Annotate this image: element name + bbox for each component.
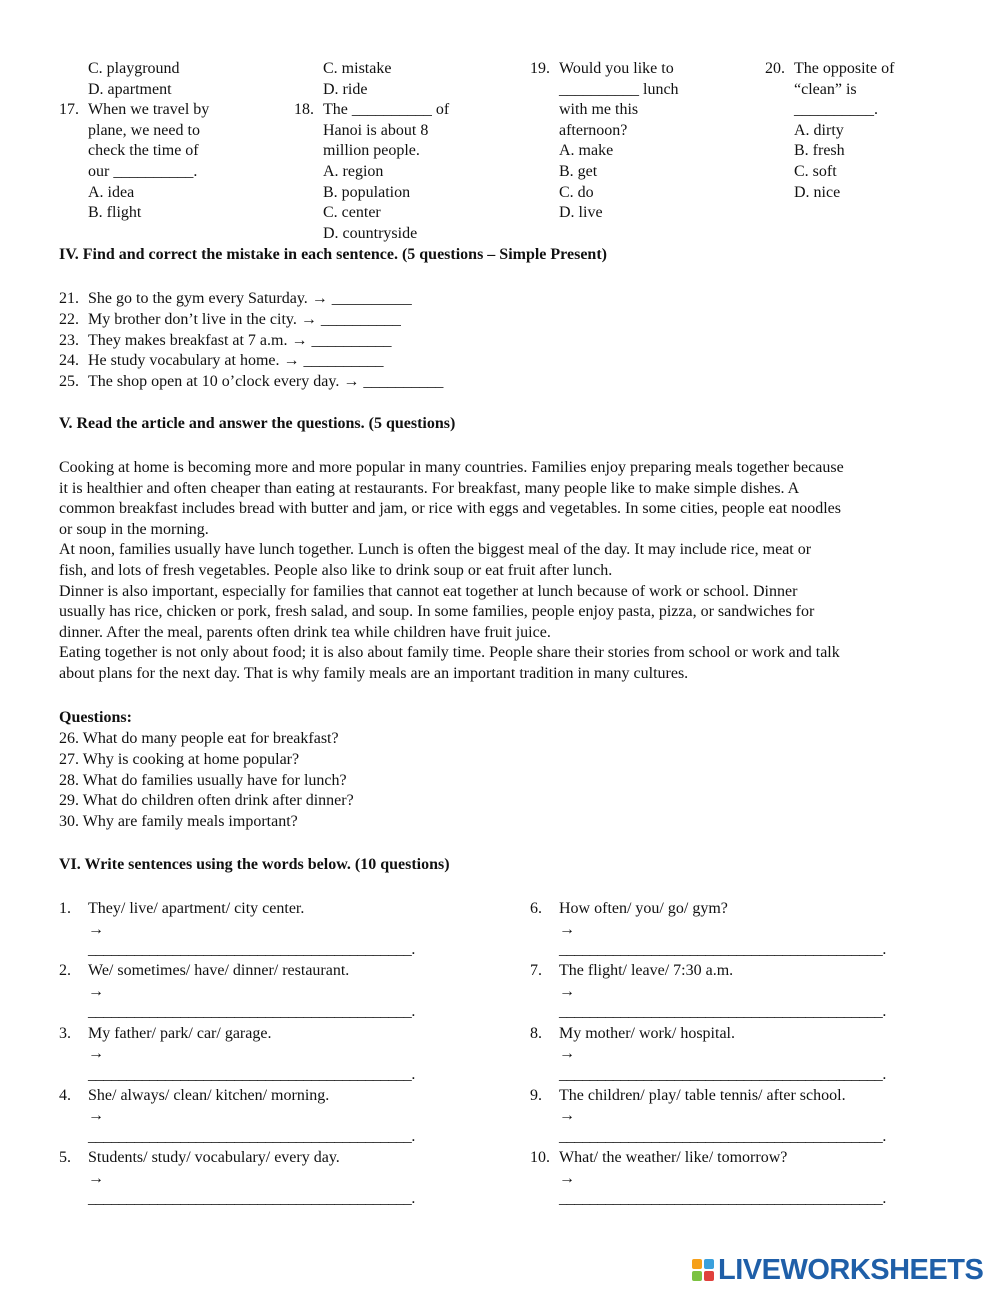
article-line: about plans for the next day. That is why family meals are an important tradition in many cultures. (59, 664, 689, 682)
article-line: Dinner is also important, especially for families that cannot eat together at lunch because of work or school. Dinner (59, 582, 798, 600)
mcq-line (59, 203, 269, 224)
item-number: 5. (59, 1149, 71, 1167)
question-number: 19. (530, 60, 550, 77)
mcq-line (294, 224, 504, 245)
logo-text: LIVEWORKSHEETS (718, 1253, 984, 1286)
mcq-line (765, 100, 975, 121)
item-number: 21. (59, 290, 79, 307)
mcq-line (765, 183, 975, 204)
reading-question: 26. What do many people eat for breakfast? (59, 730, 339, 747)
correction-sentence: My brother don’t live in the city. → __________ (88, 310, 401, 328)
answer-blank[interactable]: __________________________________________. (88, 1127, 416, 1145)
mcq-column-3 (530, 59, 740, 224)
mcq-text: C. soft (794, 162, 837, 180)
section-4-heading: IV. Find and correct the mistake in each sentence. (5 questions – Simple Present) (59, 246, 607, 263)
mcq-line (530, 162, 740, 183)
mcq-column-2 (294, 59, 504, 244)
logo-mark-icon (692, 1259, 714, 1281)
article-line: At noon, families usually have lunch together. Lunch is often the biggest meal of the day. It may include rice, meat or (59, 541, 812, 559)
word-prompt: The children/ play/ table tennis/ after school. (559, 1086, 846, 1104)
mcq-text: C. do (559, 183, 594, 201)
logo-tile (704, 1259, 714, 1269)
word-prompt: Students/ study/ vocabulary/ every day. (88, 1149, 340, 1167)
arrow-icon: → (559, 1107, 575, 1125)
section-5-heading: V. Read the article and answer the questions. (5 questions) (59, 415, 456, 432)
mcq-line (530, 141, 740, 162)
article-line: Eating together is not only about food; it is also about family time. People share their stories from school or work and talk (59, 644, 840, 662)
correction-sentence: She go to the gym every Saturday. → __________ (88, 290, 412, 307)
word-prompt: My father/ park/ car/ garage. (88, 1024, 272, 1042)
mcq-text: Would you like to (559, 60, 674, 77)
mcq-line (765, 121, 975, 142)
arrow-icon: → (88, 920, 104, 938)
arrow-icon: → (559, 920, 575, 938)
answer-blank[interactable]: __________________________________________. (559, 941, 887, 958)
mcq-text: B. get (559, 162, 598, 180)
arrow-icon: → (559, 1045, 575, 1063)
mcq-text: The __________ of (323, 101, 450, 119)
item-number: 6. (530, 900, 542, 917)
mcq-line (294, 141, 504, 162)
answer-blank[interactable]: __________________________________________. (88, 941, 416, 958)
mcq-line (59, 59, 269, 80)
logo-tile (692, 1259, 702, 1269)
item-number: 3. (59, 1024, 71, 1042)
item-number: 2. (59, 962, 71, 980)
word-prompt: How often/ you/ go/ gym? (559, 900, 728, 917)
mcq-text: check the time of (88, 142, 199, 160)
mcq-line (59, 141, 269, 162)
arrow-icon: → (88, 1107, 104, 1125)
item-number: 8. (530, 1024, 542, 1042)
item-number: 9. (530, 1086, 542, 1104)
mcq-text: “clean” is (794, 80, 857, 98)
mcq-text: When we travel by (88, 101, 210, 119)
reading-question: 28. What do families usually have for lunch? (59, 771, 347, 789)
answer-blank[interactable]: __________________________________________. (88, 1065, 416, 1083)
mcq-text: million people. (323, 142, 420, 160)
question-number: 20. (765, 60, 785, 77)
arrow-icon: → (88, 1169, 104, 1187)
liveworksheets-logo (692, 1254, 983, 1286)
arrow-icon: → (559, 1169, 575, 1187)
item-number: 7. (530, 962, 542, 980)
answer-blank[interactable]: __________________________________________. (559, 1003, 887, 1021)
arrow-icon: → (559, 982, 575, 1000)
mcq-text: B. flight (88, 204, 142, 222)
mcq-line (294, 183, 504, 204)
answer-blank[interactable]: __________________________________________. (559, 1065, 887, 1083)
logo-tile (704, 1271, 714, 1281)
logo-tile (692, 1271, 702, 1281)
word-prompt: She/ always/ clean/ kitchen/ morning. (88, 1086, 330, 1104)
item-number: 1. (59, 900, 71, 917)
answer-blank[interactable]: __________________________________________. (88, 1190, 416, 1208)
article-line: or soup in the morning. (59, 520, 209, 538)
item-number: 24. (59, 352, 79, 370)
mcq-text: C. playground (88, 60, 180, 77)
mcq-text: B. fresh (794, 142, 845, 160)
mcq-text: D. live (559, 204, 603, 222)
mcq-line (530, 183, 740, 204)
answer-blank[interactable]: __________________________________________. (559, 1127, 887, 1145)
word-prompt: We/ sometimes/ have/ dinner/ restaurant. (88, 962, 350, 980)
mcq-text: D. apartment (88, 80, 172, 98)
mcq-line (59, 162, 269, 183)
mcq-line (530, 121, 740, 142)
item-number: 25. (59, 373, 79, 391)
mcq-line (530, 80, 740, 101)
mcq-line (59, 100, 269, 121)
mcq-line (294, 162, 504, 183)
mcq-text: __________. (794, 101, 878, 119)
mcq-text: D. ride (323, 80, 368, 98)
question-number: 18. (294, 101, 314, 119)
reading-question: 27. Why is cooking at home popular? (59, 750, 300, 768)
mcq-text: The opposite of (794, 60, 895, 77)
mcq-text: C. mistake (323, 60, 392, 77)
questions-label: Questions: (59, 709, 132, 726)
mcq-line (530, 100, 740, 121)
mcq-text: C. center (323, 204, 381, 222)
word-prompt: What/ the weather/ like/ tomorrow? (559, 1149, 788, 1167)
answer-blank[interactable]: __________________________________________. (559, 1190, 887, 1208)
article-line: fish, and lots of fresh vegetables. People also like to drink soup or eat fruit after lunch. (59, 561, 613, 579)
article-line: it is healthier and often cheaper than eating at restaurants. For breakfast, many people like to make simple dishes. A (59, 479, 800, 497)
word-prompt: They/ live/ apartment/ city center. (88, 900, 305, 917)
arrow-icon: → (88, 1045, 104, 1063)
reading-question: 30. Why are family meals important? (59, 813, 298, 831)
mcq-line (530, 59, 740, 80)
mcq-line (294, 59, 504, 80)
mcq-text: D. nice (794, 183, 841, 201)
section-6-heading: VI. Write sentences using the words below. (10 questions) (59, 856, 450, 873)
article-line: Cooking at home is becoming more and more popular in many countries. Families enjoy preparing meals together because (59, 459, 844, 476)
mcq-line (530, 203, 740, 224)
mcq-column-4 (765, 59, 975, 203)
item-number: 10. (530, 1149, 550, 1167)
question-number: 17. (59, 101, 79, 119)
mcq-line (294, 203, 504, 224)
word-prompt: My mother/ work/ hospital. (559, 1024, 735, 1042)
mcq-line (765, 80, 975, 101)
mcq-line (294, 121, 504, 142)
item-number: 22. (59, 310, 79, 328)
mcq-text: A. make (559, 142, 614, 160)
mcq-line (59, 183, 269, 204)
article-line: usually has rice, chicken or pork, fresh salad, and soup. In some families, people enjoy pasta, pizza, or sandwiches for (59, 603, 815, 621)
mcq-text: afternoon? (559, 121, 628, 139)
mcq-text: B. population (323, 183, 411, 201)
mcq-text: with me this (559, 101, 639, 119)
item-number: 4. (59, 1086, 71, 1104)
item-number: 23. (59, 331, 79, 349)
correction-sentence: He study vocabulary at home. → __________ (88, 352, 384, 370)
mcq-text: A. dirty (794, 121, 844, 139)
answer-blank[interactable]: __________________________________________. (88, 1003, 416, 1021)
mcq-line (294, 100, 504, 121)
reading-question: 29. What do children often drink after dinner? (59, 792, 354, 810)
mcq-line (294, 80, 504, 101)
correction-sentence: The shop open at 10 o’clock every day. → __________ (88, 373, 444, 391)
correction-sentence: They makes breakfast at 7 a.m. → __________ (88, 331, 392, 349)
mcq-line (59, 121, 269, 142)
reading-article (59, 458, 949, 685)
mcq-text: Hanoi is about 8 (323, 121, 429, 139)
article-line: common breakfast includes bread with butter and jam, or rice with eggs and vegetables. In some cities, people eat noodles (59, 500, 841, 518)
mcq-line (765, 162, 975, 183)
mcq-text: __________ lunch (559, 80, 679, 98)
mcq-text: A. region (323, 162, 384, 180)
word-prompt: The flight/ leave/ 7:30 a.m. (559, 962, 734, 980)
mcq-text: our __________. (88, 162, 198, 180)
mcq-line (765, 141, 975, 162)
mcq-text: D. countryside (323, 224, 418, 242)
arrow-icon: → (88, 982, 104, 1000)
mcq-text: A. idea (88, 183, 135, 201)
mcq-column-1 (59, 59, 269, 224)
mcq-line (765, 59, 975, 80)
article-line: dinner. After the meal, parents often drink tea while children have fruit juice. (59, 623, 551, 641)
mcq-text: plane, we need to (88, 121, 200, 139)
mcq-line (59, 80, 269, 101)
